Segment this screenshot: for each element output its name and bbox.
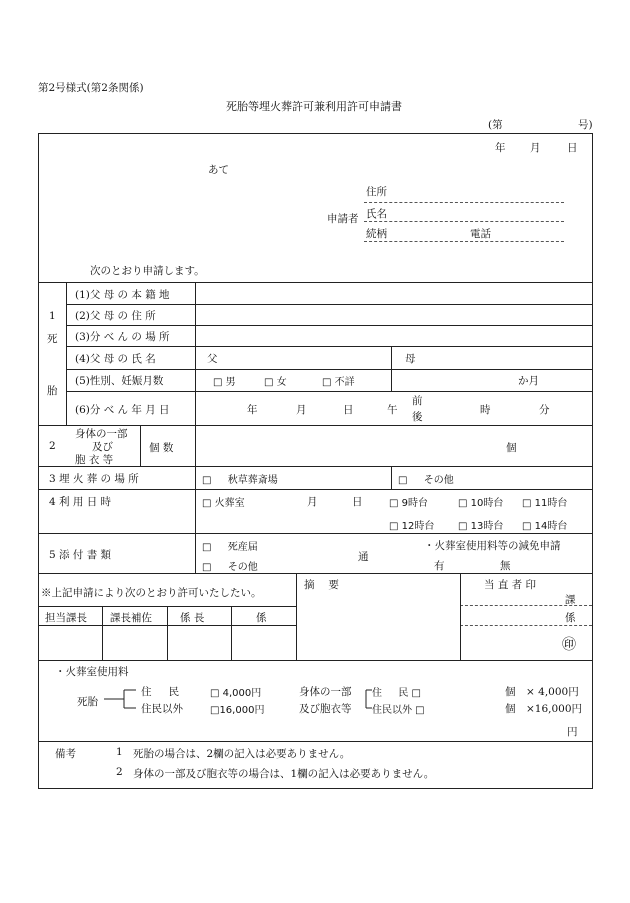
time-13-checkbox[interactable]: □ 13時台: [458, 521, 504, 532]
total-yen-label: 円: [567, 726, 578, 738]
col-chief: 係 長: [180, 612, 205, 624]
phone-label: 電話: [470, 228, 491, 240]
row-honseki-label: (1)父 母 の 本 籍 地: [75, 289, 170, 301]
sex-male-checkbox[interactable]: □ 男: [213, 377, 236, 388]
akikusa-option[interactable]: □ 秋草葬斎場: [202, 475, 278, 486]
seal-mark: ㊞: [562, 637, 576, 653]
name-label: 氏名: [366, 208, 387, 220]
count-unit: 個: [506, 442, 517, 454]
address-label: 住所: [366, 186, 387, 198]
request-text: 次のとおり申請します。: [90, 265, 205, 277]
time-9-checkbox[interactable]: □ 9時台: [389, 498, 428, 509]
section2-label-line1: 身体の一部: [75, 428, 128, 440]
use-day-label: 日: [352, 496, 363, 508]
reduction-label: ・火葬室使用料等の減免申請: [424, 540, 561, 552]
use-month-label: 月: [307, 496, 318, 508]
section3-label: 3 埋 火 葬 の 場 所: [49, 473, 139, 485]
section1-label-bottom: 胎: [47, 385, 58, 397]
birth-month-label: 月: [296, 404, 307, 416]
birth-before-label: 前: [412, 395, 423, 407]
number-close: 号): [578, 119, 593, 131]
section1-label-top: 死: [47, 333, 58, 345]
section2-label-line2: 及び: [92, 441, 113, 453]
col-manager: 担当課長: [45, 612, 87, 624]
row-place-label: (3)分 べ ん の 場 所: [75, 331, 170, 343]
birth-day-label: 日: [343, 404, 354, 416]
time-10-checkbox[interactable]: □ 10時台: [458, 498, 504, 509]
other-place-option[interactable]: □ その他: [398, 475, 454, 486]
nonresident-label: 住民以外: [141, 703, 183, 715]
time-14-checkbox[interactable]: □ 14時台: [522, 521, 568, 532]
birth-ampm-label: 午: [387, 404, 398, 416]
birth-minute-label: 分: [539, 404, 550, 416]
section4-label: 4 利 用 日 時: [49, 496, 112, 508]
remark1-number: 1: [116, 746, 123, 758]
applicant-label: 申請者: [327, 213, 359, 225]
fees-title: ・火葬室使用料: [55, 666, 129, 678]
form-number: 第2号様式(第2条関係): [38, 82, 144, 94]
remark2-text: 身体の一部及び胞衣等の場合は、1欄の記入は必要ありません。: [133, 768, 435, 780]
section5-label: 5 添 付 書 類: [49, 549, 112, 561]
reduction-no[interactable]: 無: [500, 560, 511, 572]
birth-hour-label: 時: [480, 404, 491, 416]
remark2-number: 2: [116, 766, 123, 778]
other-docs-option[interactable]: □ その他: [202, 562, 258, 573]
date-month: 月: [530, 142, 541, 154]
col-assistant: 課長補佐: [110, 612, 152, 624]
row-address-label: (2)父 母 の 住 所: [75, 310, 156, 322]
fee-nonresident-checkbox[interactable]: □16,000円: [210, 705, 265, 716]
months-label: か月: [518, 375, 539, 387]
row-datetime-label: (6)分 べ ん 年 月 日: [75, 404, 170, 416]
bp-nonresident-checkbox[interactable]: 住民以外 □: [372, 705, 425, 716]
summary-label: 摘 要: [304, 579, 339, 591]
date-day: 日: [567, 142, 578, 154]
body-part-label2: 及び胞衣等: [299, 703, 352, 715]
sex-female-checkbox[interactable]: □ 女: [264, 377, 287, 388]
form-title: 死胎等埋火葬許可兼利用許可申請書: [226, 100, 402, 113]
section1-number: 1: [49, 310, 56, 322]
cert-count-unit: 通: [358, 551, 369, 563]
mother-label: 母: [405, 353, 416, 365]
fee-bracket: [104, 686, 140, 712]
row-sex-label: (5)性別、妊娠月数: [75, 375, 164, 387]
date-year: 年: [495, 142, 506, 154]
section2-label-line3: 胞 衣 等: [75, 454, 114, 466]
stillbirth-cert-option[interactable]: □ 死産届: [202, 542, 258, 553]
number-open: (第: [488, 119, 503, 131]
count-label: 個 数: [149, 442, 174, 454]
approval-text: ※上記申請により次のとおり許可いたしたい。: [41, 587, 262, 599]
birth-year-label: 年: [247, 404, 258, 416]
cremation-room-option[interactable]: □ 火葬室: [202, 498, 245, 509]
row-names-label: (4)父 母 の 氏 名: [75, 353, 156, 365]
remarks-label: 備考: [55, 748, 76, 760]
birth-after-label: 後: [412, 411, 423, 423]
remark1-text: 死胎の場合は、2欄の記入は必要ありません。: [133, 748, 351, 760]
relation-label: 続柄: [366, 228, 387, 240]
duty-label: 当 直 者 印: [484, 579, 537, 591]
bp-resident-checkbox[interactable]: 住 民 □: [372, 688, 421, 699]
per-resident-fee: 個 × 4,000円: [505, 686, 579, 698]
per-nonresident-fee: 個 ×16,000円: [505, 703, 583, 715]
sex-unknown-checkbox[interactable]: □ 不詳: [322, 377, 355, 388]
body-part-label1: 身体の一部: [299, 686, 352, 698]
stillbirth-fee-label: 死胎: [77, 696, 98, 708]
section2-number: 2: [49, 440, 56, 452]
time-11-checkbox[interactable]: □ 11時台: [522, 498, 568, 509]
col-staff: 係: [256, 612, 267, 624]
duty-kakari-label: 係: [565, 612, 576, 624]
reduction-yes[interactable]: 有: [434, 560, 445, 572]
time-12-checkbox[interactable]: □ 12時台: [389, 521, 435, 532]
resident-label: 住 民: [141, 686, 180, 698]
fee-resident-checkbox[interactable]: □ 4,000円: [210, 688, 262, 699]
addressee-label: あて: [208, 164, 229, 176]
duty-ka-label: 課: [565, 594, 576, 606]
father-label: 父: [207, 353, 218, 365]
